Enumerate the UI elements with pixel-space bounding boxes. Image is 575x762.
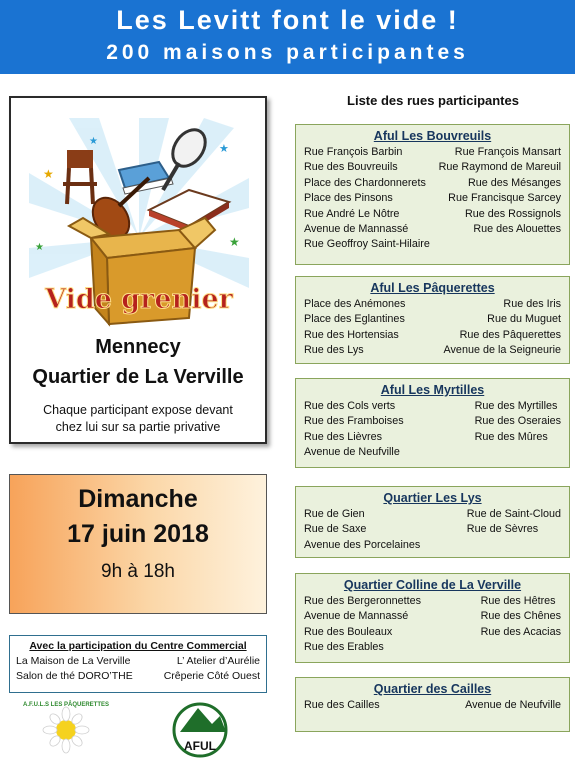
svg-text:★: ★	[43, 167, 54, 181]
street-group	[295, 124, 570, 265]
street-name: Place des Anémones	[304, 298, 406, 310]
street-name: Rue des Oseraies	[474, 415, 561, 428]
street-name: Rue François Barbin	[304, 146, 403, 158]
partners-heading: Avec la participation du Centre Commercial	[29, 640, 247, 652]
svg-text:★: ★	[229, 235, 240, 249]
street-name: Rue André Le Nôtre	[304, 207, 400, 220]
street-name: Place des Chardonnerets	[304, 176, 426, 189]
street-name: Rue des Alouettes	[473, 223, 561, 236]
street-name: Rue des Hêtres	[480, 595, 556, 607]
street-group-title: Aful Les Pâquerettes	[370, 281, 495, 295]
street-group-title: Aful Les Myrtilles	[380, 383, 485, 397]
street-group	[295, 378, 570, 468]
partners-row	[16, 654, 260, 669]
street-group-title: Aful Les Bouvreuils	[373, 129, 492, 143]
street-name: Rue des Acacias	[480, 625, 561, 638]
street-group-title: Quartier des Cailles	[373, 682, 492, 696]
quartier-name: Quartier de La Verville	[32, 366, 244, 388]
street-name: Rue des Cailles	[304, 699, 380, 711]
svg-text:★: ★	[89, 136, 98, 147]
afuls-logo-text: A.F.U.L.S LES PÂQUERETTES	[22, 702, 110, 708]
participant-note	[11, 402, 265, 436]
street-name: Rue des Mésanges	[467, 176, 561, 189]
partner-name: La Maison de La Verville	[16, 655, 131, 667]
street-name: Rue des Erables	[304, 641, 384, 654]
afuls-paquerettes-logo	[23, 701, 109, 753]
event-hours: 9h à 18h	[101, 561, 175, 582]
event-poster	[9, 96, 267, 444]
street-name: Rue de Saxe	[304, 523, 367, 536]
street-name: Rue du Muguet	[487, 313, 561, 326]
street-group-title: Quartier Les Lys	[383, 491, 482, 505]
street-name: Rue des Lys	[304, 344, 364, 357]
street-name: Rue de Saint-Cloud	[466, 508, 561, 520]
note-line-2: chez lui sur sa partie privative	[55, 420, 221, 434]
city-name: Mennecy	[95, 336, 181, 358]
note-line-1: Chaque participant expose devant	[43, 403, 233, 417]
street-name: Rue des Cols verts	[304, 400, 396, 412]
street-name: Rue des Lièvres	[304, 430, 383, 443]
partner-name: L’ Atelier d’Aurélie	[176, 655, 260, 667]
street-name: Avenue des Porcelaines	[304, 538, 421, 551]
street-name: Avenue de Mannassé	[304, 610, 409, 623]
street-list	[304, 399, 561, 461]
street-name: Rue des Framboises	[304, 415, 404, 428]
street-name: Rue Raymond de Mareuil	[438, 161, 561, 174]
event-day: Dimanche	[78, 485, 198, 513]
street-list	[304, 594, 561, 656]
partner-name: Crêperie Côté Ouest	[163, 670, 260, 682]
street-name: Rue des Pâquerettes	[459, 328, 561, 341]
event-date: 17 juin 2018	[67, 520, 209, 548]
street-name: Rue des Chênes	[480, 610, 561, 623]
svg-text:★: ★	[35, 242, 44, 253]
street-list	[304, 145, 561, 253]
street-group	[295, 486, 570, 558]
vide-grenier-logo-text: Vide grenier	[45, 284, 233, 315]
street-group-title: Quartier Colline de La Verville	[343, 578, 522, 592]
street-group	[295, 573, 570, 663]
title-banner	[0, 0, 575, 74]
street-name: Rue des Rossignols	[464, 207, 561, 220]
street-list-title: Liste des rues participantes	[347, 93, 519, 108]
street-group	[295, 276, 570, 364]
vide-grenier-illustration	[29, 118, 249, 330]
street-name: Rue des Bouvreuils	[304, 161, 398, 174]
aful-logo	[174, 704, 226, 756]
aful-logo-text: AFUL	[184, 739, 216, 753]
street-name: Avenue de Neufville	[304, 446, 400, 459]
street-name: Rue François Mansart	[454, 146, 561, 158]
street-name: Rue des Iris	[503, 298, 561, 310]
street-group	[295, 677, 570, 732]
partner-name: Salon de thé DORO’THE	[16, 670, 133, 682]
chair-icon	[63, 150, 97, 204]
street-list	[304, 507, 561, 553]
event-date-box	[9, 474, 267, 614]
street-name: Rue Geoffroy Saint-Hilaire	[304, 238, 430, 251]
partners-box	[9, 635, 267, 693]
street-list	[304, 297, 561, 359]
street-list	[304, 698, 561, 713]
street-name: Rue de Gien	[304, 508, 365, 520]
street-name: Rue Francisque Sarcey	[448, 192, 561, 205]
street-name: Rue des Bergeronnettes	[304, 595, 422, 607]
street-name: Place des Eglantines	[304, 313, 405, 326]
street-name: Rue des Hortensias	[304, 328, 399, 341]
street-name: Place des Pinsons	[304, 192, 393, 205]
street-name: Rue des Myrtilles	[474, 400, 558, 412]
banner-title: Les Levitt font le vide !	[116, 5, 459, 35]
svg-text:★: ★	[219, 143, 229, 155]
street-name: Avenue de Mannassé	[304, 223, 409, 236]
street-name: Rue des Bouleaux	[304, 625, 393, 638]
street-name: Avenue de Neufville	[465, 699, 561, 711]
street-name: Rue de Sèvres	[466, 523, 539, 536]
street-name: Rue des Mûres	[474, 430, 548, 443]
street-name: Avenue de la Seigneurie	[443, 344, 561, 357]
banner-subtitle: 200 maisons participantes	[106, 41, 469, 64]
partners-row	[16, 669, 260, 684]
association-logos	[0, 700, 270, 762]
